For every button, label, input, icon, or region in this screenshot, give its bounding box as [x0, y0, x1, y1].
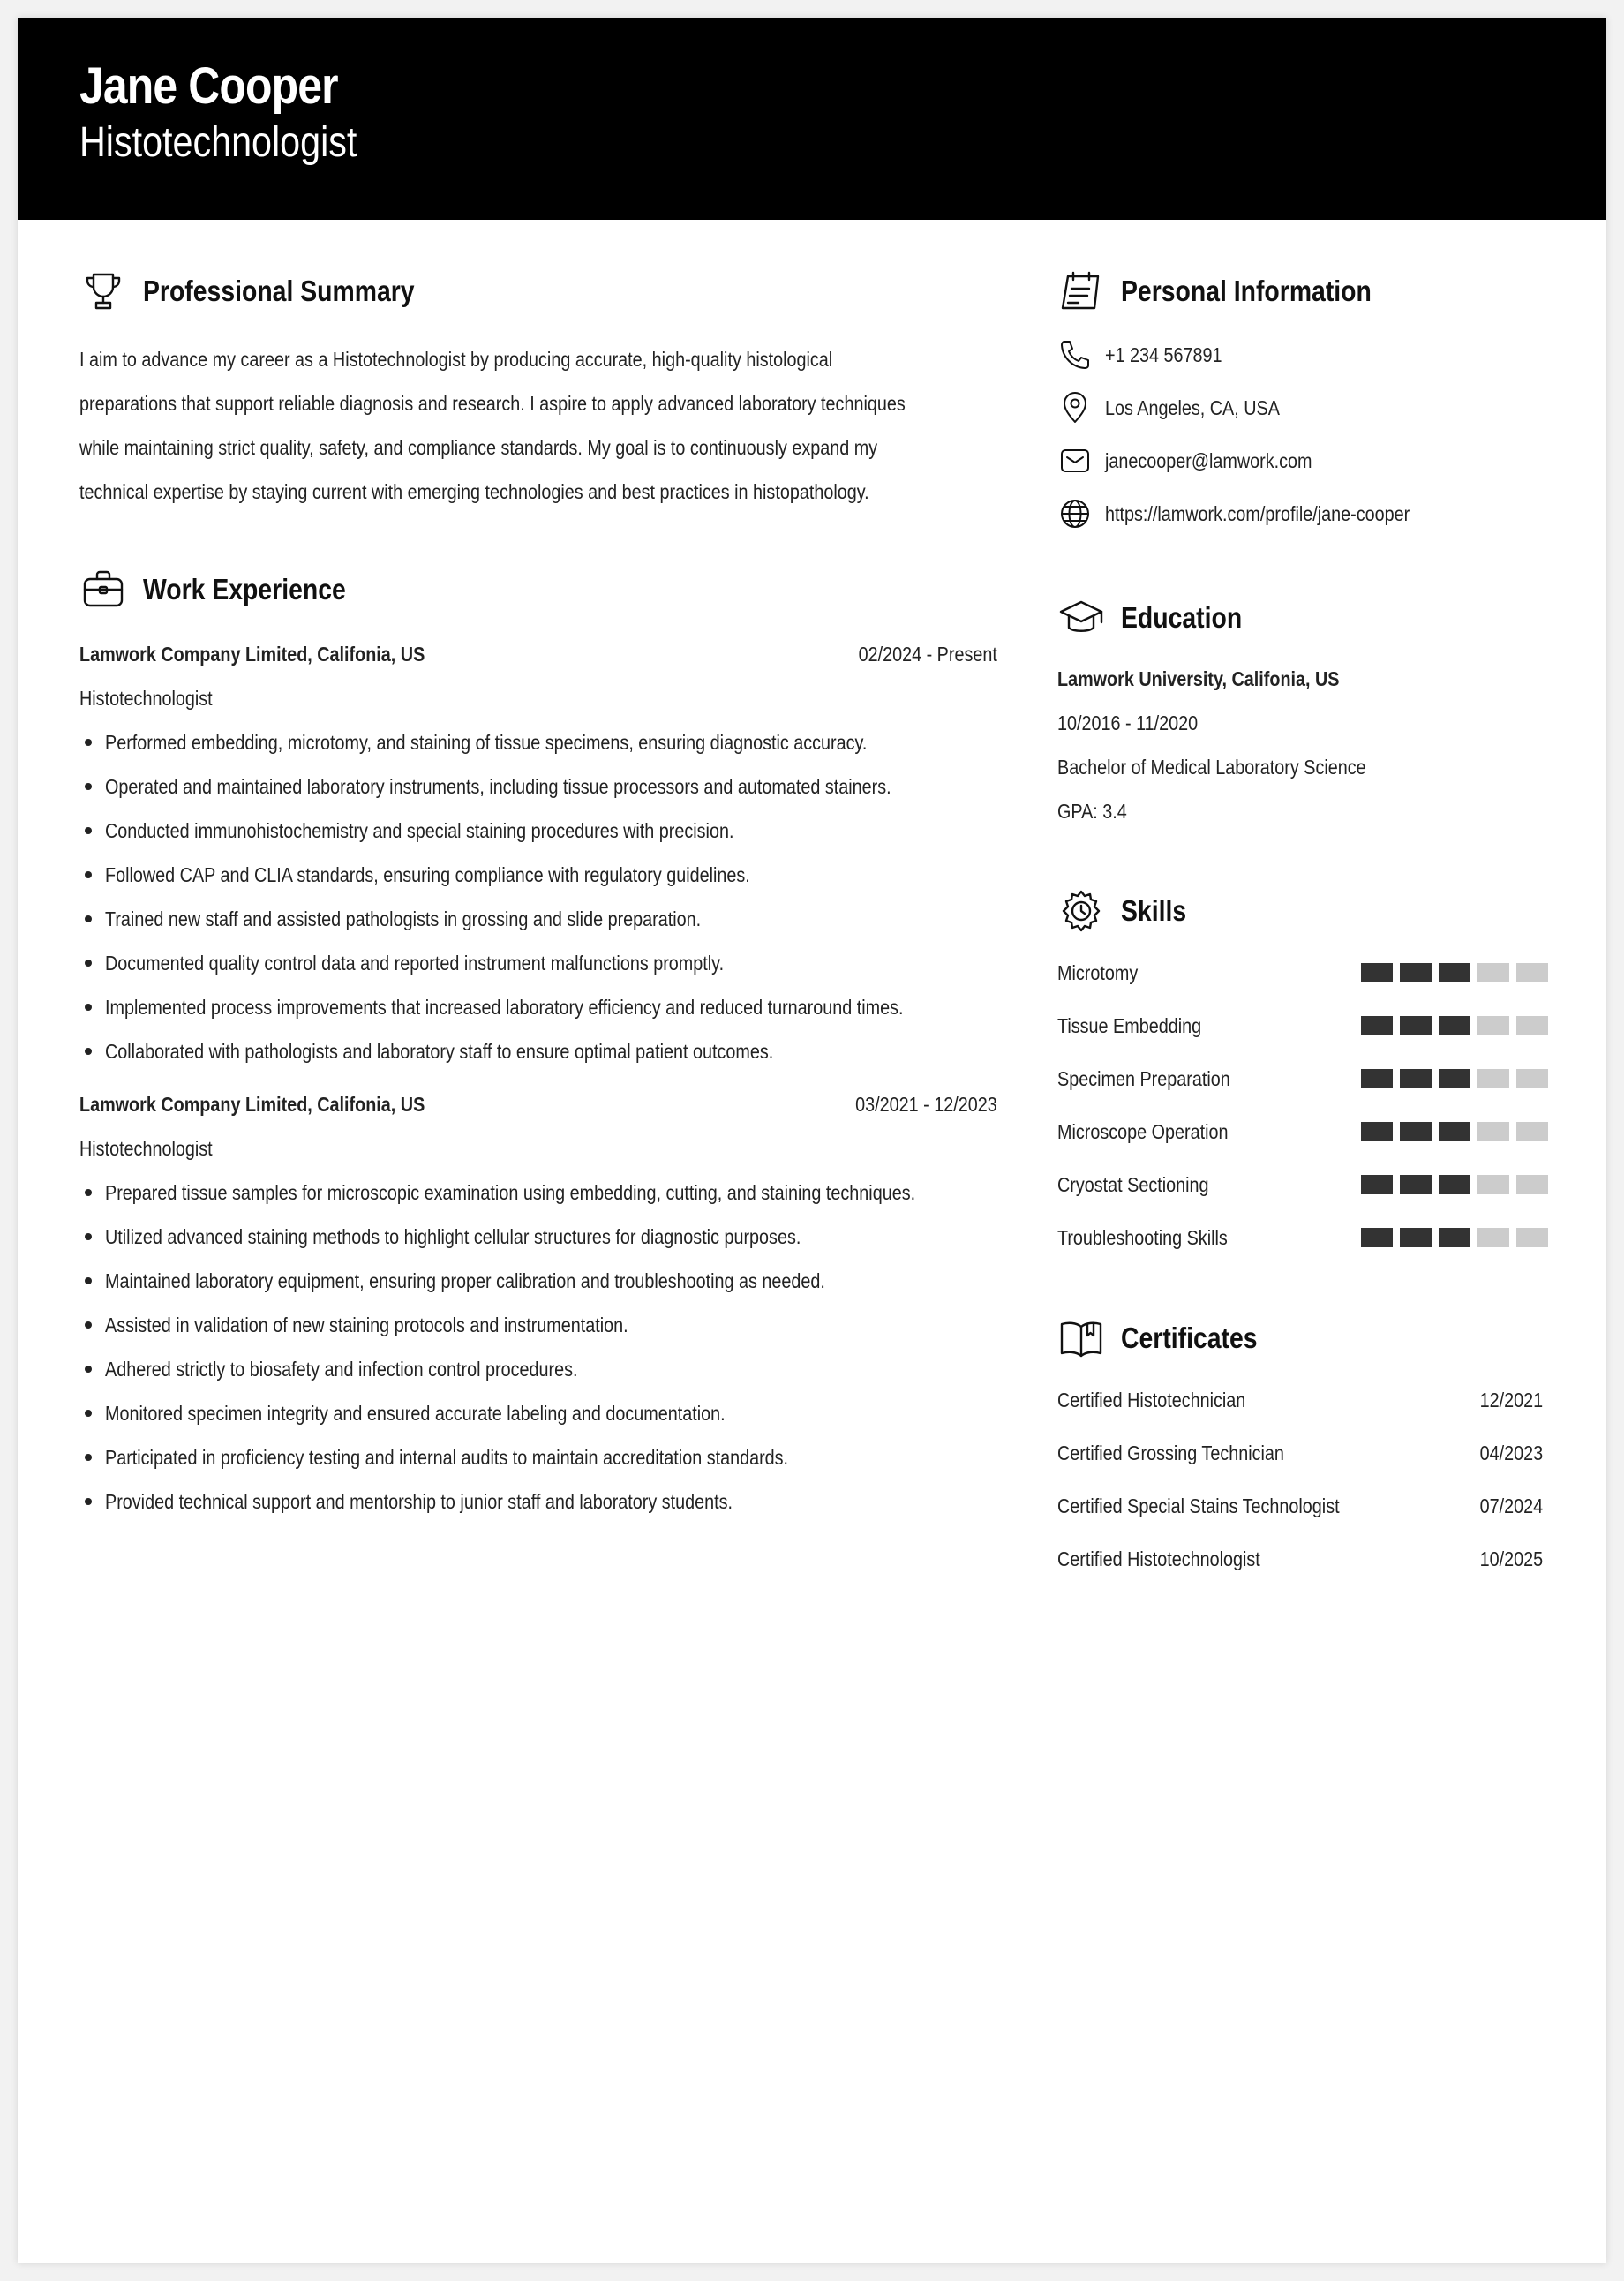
job-bullet	[79, 1347, 997, 1391]
job-bullet-text: Adhered strictly to biosafety and infection control procedures.	[105, 1358, 578, 1381]
right-column	[1057, 265, 1560, 1585]
personal-heading	[1057, 265, 1560, 318]
skill-bar-empty	[1516, 1228, 1548, 1247]
certificates-heading	[1057, 1312, 1560, 1365]
skill-bar-empty	[1477, 1069, 1509, 1088]
summary-line: I aim to advance my career as a Histotechnologist by producing accurate, high-quality histological	[79, 348, 833, 371]
certificate-name: Certified Grossing Technician	[1057, 1441, 1284, 1464]
certificate-row	[1057, 1427, 1543, 1479]
skill-bar-filled	[1361, 1228, 1393, 1247]
skill-level-bars	[1361, 1069, 1548, 1088]
skill-level-bars	[1361, 1228, 1548, 1247]
job-bullet	[79, 985, 997, 1029]
skill-bar-empty	[1516, 1069, 1548, 1088]
skill-bar-filled	[1400, 1122, 1432, 1141]
skill-bar-filled	[1400, 1069, 1432, 1088]
education-entry	[1057, 657, 1560, 833]
personal-title: Personal Information	[1121, 275, 1372, 307]
skill-bar-filled	[1361, 1069, 1393, 1088]
skill-level-bars	[1361, 1175, 1548, 1194]
skill-bar-filled	[1400, 963, 1432, 982]
job-bullet-text: Provided technical support and mentorship to junior staff and laboratory students.	[105, 1490, 733, 1513]
education-gpa: GPA: 3.4	[1057, 800, 1127, 823]
education-dates: 10/2016 - 11/2020	[1057, 711, 1199, 734]
summary-line: preparations that support reliable diagnosis and research. I aspire to apply advanced laboratory techniques	[79, 392, 906, 415]
candidate-name: Jane Cooper	[79, 57, 338, 115]
skill-level-bars	[1361, 1122, 1548, 1141]
skills-title: Skills	[1121, 894, 1187, 927]
skill-bar-empty	[1516, 1016, 1548, 1035]
skill-name: Tissue Embedding	[1057, 1013, 1202, 1037]
certificate-name: Certified Histotechnologist	[1057, 1547, 1260, 1570]
open-book-icon	[1057, 1314, 1105, 1362]
education-degree: Bachelor of Medical Laboratory Science	[1057, 756, 1366, 779]
skill-row	[1057, 946, 1548, 999]
graduation-cap-icon	[1057, 594, 1105, 642]
phone-row	[1057, 328, 1560, 381]
skill-bar-empty	[1477, 1122, 1509, 1141]
job-bullet-text: Documented quality control data and reported instrument malfunctions promptly.	[105, 952, 725, 975]
job-bullet-text: Participated in proficiency testing and internal audits to maintain accreditation standards.	[105, 1446, 789, 1469]
skill-bar-filled	[1400, 1175, 1432, 1194]
job-bullet	[79, 809, 997, 853]
certificate-row	[1057, 1479, 1543, 1532]
job-bullet-text: Monitored specimen integrity and ensured accurate labeling and documentation.	[105, 1402, 726, 1425]
job-bullet	[79, 764, 997, 809]
job-dates: 03/2021 - 12/2023	[855, 1092, 997, 1116]
education-title: Education	[1121, 601, 1243, 634]
skill-name: Microscope Operation	[1057, 1119, 1229, 1143]
job-bullet-text: Collaborated with pathologists and laboratory staff to ensure optimal patient outcomes.	[105, 1040, 774, 1063]
skill-bar-empty	[1477, 1228, 1509, 1247]
work-heading	[79, 563, 997, 616]
skill-bar-filled	[1439, 963, 1470, 982]
job-role: Histotechnologist	[79, 687, 213, 710]
certificate-date: 10/2025	[1479, 1547, 1543, 1570]
certificate-row	[1057, 1374, 1543, 1427]
skills-list	[1057, 946, 1548, 1264]
email-link[interactable]: janecooper@lamwork.com	[1105, 448, 1312, 472]
personal-list	[1057, 328, 1560, 540]
job-bullet	[79, 1215, 997, 1259]
skill-name: Specimen Preparation	[1057, 1066, 1230, 1090]
skill-row	[1057, 1105, 1548, 1158]
job-bullet	[79, 1259, 997, 1303]
phone-icon	[1057, 337, 1093, 373]
skill-bar-empty	[1516, 1122, 1548, 1141]
location-pin-icon	[1057, 390, 1093, 425]
job-bullet	[79, 1029, 997, 1073]
skill-bar-filled	[1361, 963, 1393, 982]
job-header	[79, 632, 997, 676]
certificate-name: Certified Special Stains Technologist	[1057, 1494, 1340, 1517]
certificates-title: Certificates	[1121, 1321, 1258, 1354]
skill-name: Cryostat Sectioning	[1057, 1172, 1209, 1196]
skill-bar-filled	[1439, 1016, 1470, 1035]
job-bullet-text: Trained new staff and assisted pathologists in grossing and slide preparation.	[105, 907, 702, 930]
skill-bar-filled	[1400, 1228, 1432, 1247]
skill-bar-empty	[1477, 1016, 1509, 1035]
job-bullet-text: Followed CAP and CLIA standards, ensuring compliance with regulatory guidelines.	[105, 863, 750, 886]
job-bullet-text: Implemented process improvements that increased laboratory efficiency and reduced turnaround times.	[105, 996, 904, 1019]
job-dates: 02/2024 - Present	[858, 642, 997, 666]
job-bullet	[79, 941, 997, 985]
skill-row	[1057, 1158, 1548, 1211]
certificates-list	[1057, 1374, 1543, 1585]
phone-text[interactable]: +1 234 567891	[1105, 343, 1222, 366]
skill-level-bars	[1361, 1016, 1548, 1035]
job-bullet-text: Prepared tissue samples for microscopic examination using embedding, cutting, and staining techniques.	[105, 1181, 916, 1204]
skill-bar-empty	[1477, 963, 1509, 982]
job-bullet-text: Utilized advanced staining methods to highlight cellular structures for diagnostic purposes.	[105, 1225, 801, 1248]
job-role: Histotechnologist	[79, 1137, 213, 1160]
job-bullet-text: Conducted immunohistochemistry and special staining procedures with precision.	[105, 819, 734, 842]
job-bullet-text: Operated and maintained laboratory instruments, including tissue processors and automated stainers.	[105, 775, 891, 798]
certificate-date: 12/2021	[1479, 1388, 1543, 1412]
job-header	[79, 1082, 997, 1126]
job-bullet	[79, 897, 997, 941]
skill-bar-empty	[1516, 1175, 1548, 1194]
summary-title: Professional Summary	[143, 275, 415, 307]
skill-level-bars	[1361, 963, 1548, 982]
skill-bar-empty	[1477, 1175, 1509, 1194]
skill-bar-filled	[1361, 1016, 1393, 1035]
gear-clock-icon	[1057, 887, 1105, 935]
job-entry	[79, 1082, 997, 1524]
skill-bar-filled	[1439, 1228, 1470, 1247]
summary-heading	[79, 265, 997, 318]
skill-bar-filled	[1400, 1016, 1432, 1035]
job-bullet	[79, 1479, 997, 1524]
skill-name: Troubleshooting Skills	[1057, 1225, 1228, 1249]
skill-row	[1057, 1211, 1548, 1264]
skill-bar-filled	[1439, 1122, 1470, 1141]
job-bullet	[79, 720, 997, 764]
skill-bar-filled	[1361, 1175, 1393, 1194]
certificate-row	[1057, 1532, 1543, 1585]
skill-bar-filled	[1439, 1175, 1470, 1194]
skill-row	[1057, 1052, 1548, 1105]
job-company: Lamwork Company Limited, Califonia, US	[79, 642, 425, 666]
website-link[interactable]: https://lamwork.com/profile/jane-cooper	[1105, 501, 1410, 525]
job-bullet	[79, 1391, 997, 1435]
briefcase-icon	[79, 566, 127, 614]
globe-icon	[1057, 496, 1093, 531]
skill-row	[1057, 999, 1548, 1052]
summary-text	[79, 337, 997, 514]
skill-bar-empty	[1516, 963, 1548, 982]
skill-name: Microtomy	[1057, 960, 1139, 984]
job-entry	[79, 632, 997, 1073]
education-school: Lamwork University, Califonia, US	[1057, 667, 1340, 690]
location-text: Los Angeles, CA, USA	[1105, 395, 1280, 419]
resume-header	[18, 18, 1606, 220]
education-heading	[1057, 591, 1560, 644]
certificate-date: 07/2024	[1479, 1494, 1543, 1517]
job-bullet-text: Maintained laboratory equipment, ensuring proper calibration and troubleshooting as needed.	[105, 1269, 825, 1292]
resume-page	[18, 18, 1606, 2263]
certificate-name: Certified Histotechnician	[1057, 1388, 1246, 1412]
job-company: Lamwork Company Limited, Califonia, US	[79, 1092, 425, 1116]
job-bullet	[79, 1303, 997, 1347]
envelope-icon	[1057, 443, 1093, 478]
job-bullet	[79, 1435, 997, 1479]
work-title: Work Experience	[143, 573, 346, 606]
certificate-date: 04/2023	[1479, 1441, 1543, 1464]
skill-bar-filled	[1361, 1122, 1393, 1141]
job-bullet	[79, 853, 997, 897]
summary-line: technical expertise by staying current with emerging technologies and best practices in histopathology.	[79, 480, 869, 503]
skills-heading	[1057, 885, 1560, 937]
trophy-icon	[79, 267, 127, 315]
skill-bar-filled	[1439, 1069, 1470, 1088]
job-bullets	[79, 720, 997, 1073]
job-bullet	[79, 1171, 997, 1215]
left-column	[79, 265, 997, 1524]
website-row	[1057, 487, 1560, 540]
id-card-icon	[1057, 267, 1105, 315]
job-bullet-text: Assisted in validation of new staining protocols and instrumentation.	[105, 1314, 628, 1336]
email-row	[1057, 434, 1560, 487]
summary-line: while maintaining strict quality, safety, and compliance standards. My goal is to continuously expand my	[79, 436, 878, 459]
job-bullets	[79, 1171, 997, 1524]
candidate-role: Histotechnologist	[79, 119, 357, 166]
job-bullet-text: Performed embedding, microtomy, and staining of tissue specimens, ensuring diagnostic accuracy.	[105, 731, 868, 754]
location-row	[1057, 381, 1560, 434]
